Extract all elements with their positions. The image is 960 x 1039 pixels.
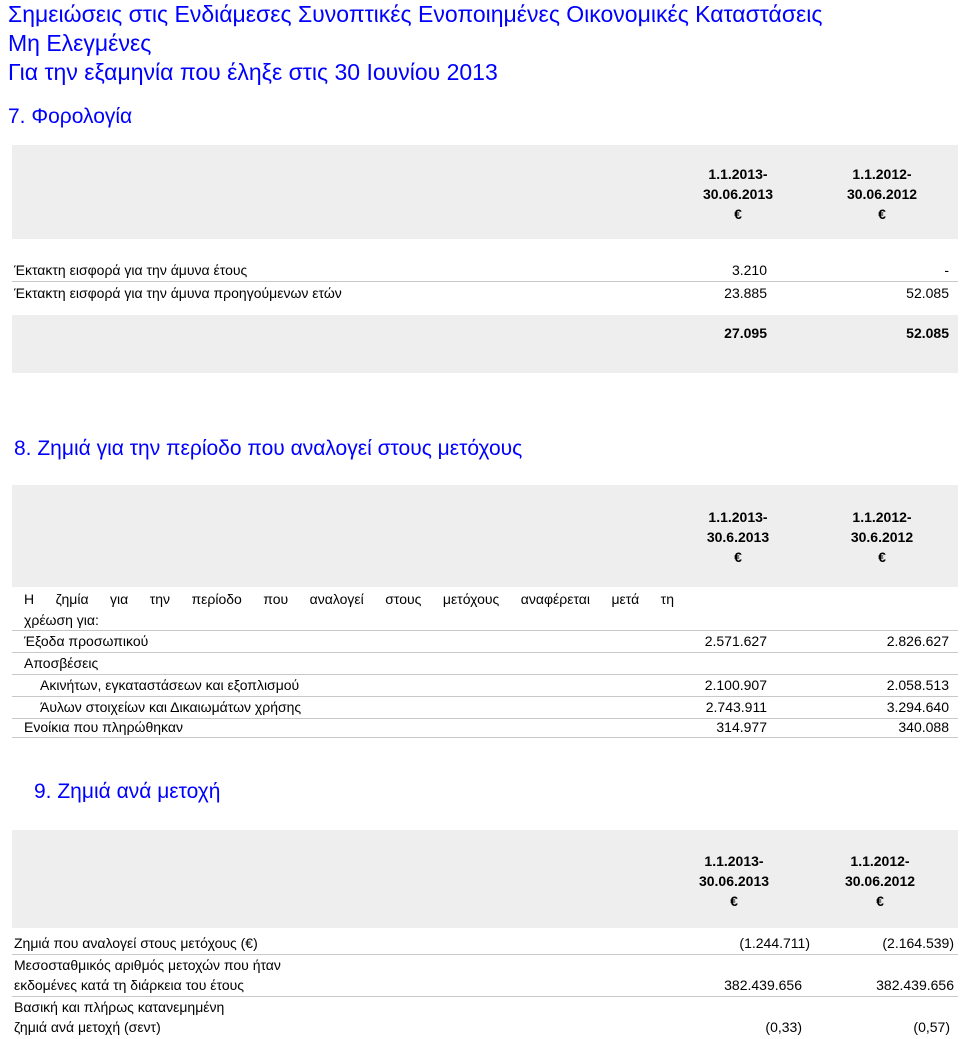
row-divider [12,954,958,955]
note-7-col-header-2013: 1.1.2013- 30.06.2013 € [668,164,808,224]
value-2012: 340.088 [898,719,949,735]
value-2013: (0,33) [765,1019,802,1035]
euro-symbol: € [876,893,884,909]
value-2012: (0,57) [913,1019,950,1035]
note-7-heading: 7. Φορολογία [8,105,133,128]
total-2013: 27.095 [724,325,767,341]
row-label: Έκτακτη εισφορά για την άμυνα έτους [14,262,248,278]
row-divider [12,630,958,631]
note-9-col-header-2012: 1.1.2012- 30.06.2012 € [810,851,950,911]
row-label-line-1: Βασική και πλήρως κατανεμημένη [14,999,225,1015]
value-2013: 2.100.907 [704,677,767,693]
value-2013: 2.743.911 [705,699,767,715]
note-9-col-header-2013: 1.1.2013- 30.06.2013 € [664,851,804,911]
note-8-intro-line-1: Η ζημία για την περίοδο που αναλογεί στους μετόχους αναφέρεται μετά τη [24,591,674,607]
value-2012: 2.058.513 [886,677,949,693]
row-divider [12,652,958,653]
value-2012: 52.085 [906,285,949,301]
value-2013: 382.439.656 [724,977,802,993]
note-9-heading: 9. Ζημιά ανά μετοχή [34,780,221,803]
page-title-line-2: Μη Ελεγμένες [8,30,152,56]
row-label-line-2: εκδομένες κατά τη διάρκεια του έτους [14,977,245,993]
row-label: Έξοδα προσωπικού [24,633,149,649]
row-divider [12,674,958,675]
euro-symbol: € [878,549,886,565]
value-2012: - [944,262,949,278]
row-label: Έκτακτη εισφορά για την άμυνα προηγούμενων ετών [14,285,342,301]
row-label-line-1: Μεσοσταθμικός αριθμός μετοχών που ήταν [14,957,281,973]
row-divider [12,996,958,997]
value-2013: 23.885 [724,285,767,301]
euro-symbol: € [730,893,738,909]
row-label: Ζημιά που αναλογεί στους μετόχους (€) [14,935,258,951]
row-label: Αποσβέσεις [24,655,99,671]
value-2012: 2.826.627 [886,633,949,649]
note-8-col-header-2012: 1.1.2012- 30.6.2012 € [812,507,952,567]
value-2013: 2.571.627 [704,633,767,649]
note-7-col-header-2012: 1.1.2012- 30.06.2012 € [812,164,952,224]
page-title-line-3: Για την εξαμηνία που έληξε στις 30 Ιουνίου 2013 [8,59,498,85]
euro-symbol: € [734,549,742,565]
row-label: Ενοίκια που πληρώθηκαν [24,719,183,735]
row-divider [12,696,958,697]
value-2013: 314.977 [716,719,767,735]
row-label-line-2: ζημιά ανά μετοχή (σεντ) [14,1019,161,1035]
value-2013: 3.210 [731,262,767,278]
row-divider [12,737,958,738]
value-2013: (1.244.711) [739,935,810,951]
note-7-total-band [12,315,958,373]
value-2012: 382.439.656 [876,977,954,993]
total-2012: 52.085 [906,325,949,341]
note-8-intro-line-2: χρέωση για: [24,612,99,628]
note-8-heading: 8. Ζημιά για την περίοδο που αναλογεί στους μετόχους [14,437,523,460]
page-title-line-1: Σημειώσεις στις Ενδιάμεσες Συνοπτικές Ενοποιημένες Οικονομικές Καταστάσεις [8,1,823,27]
row-divider [12,281,958,282]
euro-symbol: € [734,206,742,222]
note-8-col-header-2013: 1.1.2013- 30.6.2013 € [668,507,808,567]
row-label: Άυλων στοιχείων και Δικαιωμάτων χρήσης [40,699,302,715]
row-label: Ακινήτων, εγκαταστάσεων και εξοπλισμού [40,677,300,693]
value-2012: (2.164.539) [882,935,954,951]
euro-symbol: € [878,206,886,222]
value-2012: 3.294.640 [886,699,949,715]
